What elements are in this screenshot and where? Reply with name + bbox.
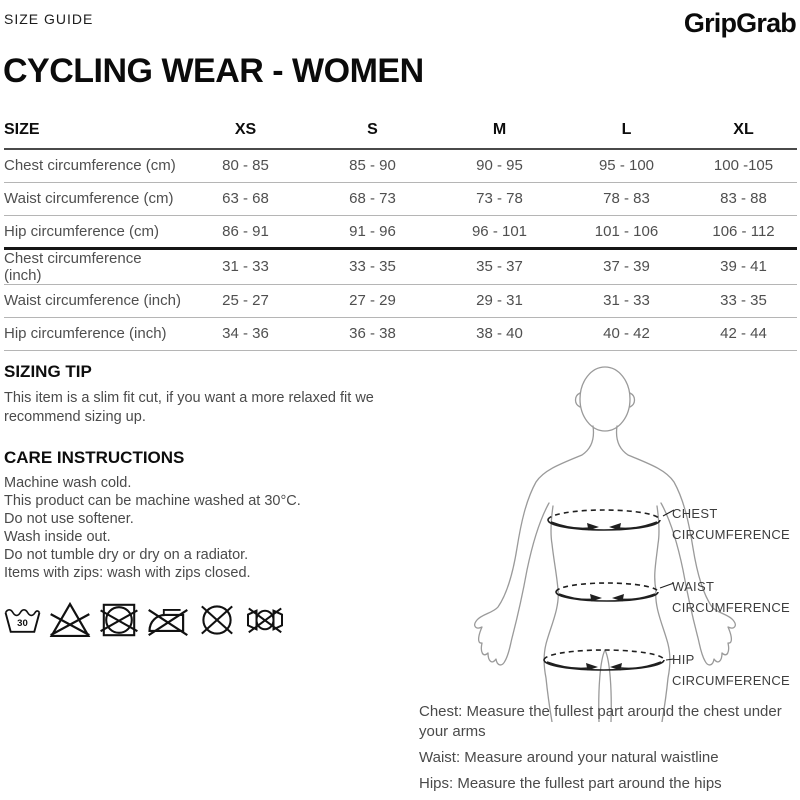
measuring-notes (419, 702, 799, 800)
table-header-row (4, 116, 797, 149)
size-value-cell: 106 - 112 (712, 222, 775, 240)
size-value-cell: 90 - 95 (476, 157, 523, 175)
waist-circumference-label: WAIST CIRCUMFERENCE (672, 579, 791, 615)
size-value-cell: 68 - 73 (349, 190, 396, 207)
do-not-dry-clean-icon (197, 601, 237, 639)
size-value-cell: 39 - 41 (720, 258, 767, 275)
row-label: Chest circumference (inch) (4, 249, 142, 284)
row-label: Waist circumference (inch) (4, 292, 181, 309)
size-value-cell: 38 - 40 (476, 325, 523, 342)
row-label: Chest circumference (cm) (4, 157, 176, 175)
size-value-cell: 96 - 101 (471, 222, 528, 240)
size-value-cell: 42 - 44 (720, 325, 767, 342)
page-label: SIZE GUIDE (4, 11, 94, 27)
care-line: This product can be machine washed at 30°C. (4, 493, 301, 509)
waist-note: Waist: Measure around your natural waistline (419, 749, 719, 766)
chest-circumference-label: CHEST CIRCUMFERENCE (672, 506, 791, 542)
size-table (4, 116, 797, 351)
size-value-cell: 40 - 42 (603, 325, 650, 342)
table-row (4, 284, 797, 317)
table-row (4, 182, 797, 215)
size-value-cell: 85 - 90 (349, 157, 396, 175)
size-value-cell: 31 - 33 (222, 258, 269, 275)
sizing-tip-text: This item is a slim fit cut, if you want a more relaxed fit we recommend sizing up. (4, 390, 374, 425)
column-header-xs: XS (234, 121, 257, 138)
hips-note: Hips: Measure the fullest part around the hips (419, 775, 722, 792)
size-value-cell: 100 -105 (713, 157, 774, 175)
machine-wash-30-icon (4, 606, 41, 634)
size-value-cell: 36 - 38 (349, 325, 396, 342)
brand-logo: GripGrab (683, 8, 796, 38)
care-instructions-heading: CARE INSTRUCTIONS (4, 448, 185, 467)
care-symbols-row (4, 597, 285, 643)
column-header-m: M (492, 121, 507, 138)
chest-note: Chest: Measure the fullest part around the chest under your arms (419, 703, 782, 740)
size-value-cell: 78 - 83 (603, 190, 650, 207)
row-label: Hip circumference (inch) (4, 325, 167, 342)
table-row (4, 215, 797, 248)
size-value-cell: 33 - 35 (349, 258, 396, 275)
size-value-cell: 29 - 31 (476, 292, 523, 309)
page-title: CYCLING WEAR - WOMEN (3, 52, 424, 90)
size-value-cell: 83 - 88 (720, 190, 767, 207)
size-value-cell: 34 - 36 (222, 325, 269, 342)
row-label: Waist circumference (cm) (4, 190, 174, 207)
table-row (4, 317, 797, 350)
care-line: Do not use softener. (4, 511, 134, 527)
size-value-cell: 80 - 85 (222, 157, 269, 175)
size-value-cell: 27 - 29 (349, 292, 396, 309)
care-line: Do not tumble dry or dry on a radiator. (4, 547, 249, 563)
svg-text:30: 30 (17, 617, 28, 629)
size-value-cell: 101 - 106 (594, 222, 659, 240)
hip-circumference-label: HIP CIRCUMFERENCE (672, 652, 791, 688)
size-value-cell: 91 - 96 (349, 222, 396, 240)
size-value-cell: 63 - 68 (222, 190, 269, 207)
care-line: Items with zips: wash with zips closed. (4, 565, 251, 581)
size-value-cell: 35 - 37 (476, 258, 523, 275)
size-value-cell: 86 - 91 (222, 222, 269, 240)
care-line: Wash inside out. (4, 529, 111, 545)
column-header-s: S (367, 121, 378, 138)
do-not-bleach-icon (49, 601, 91, 639)
row-label: Hip circumference (cm) (4, 222, 160, 240)
sizing-tip-heading: SIZING TIP (4, 362, 92, 381)
table-row (4, 149, 797, 182)
care-instructions-list (4, 474, 414, 582)
size-value-cell: 73 - 78 (476, 190, 523, 207)
table-row (4, 248, 797, 284)
top-bar (4, 8, 796, 39)
size-value-cell: 95 - 100 (598, 157, 655, 175)
do-not-iron-icon (147, 601, 189, 639)
do-not-wring-icon (245, 603, 285, 637)
care-line: Machine wash cold. (4, 475, 132, 491)
size-value-cell: 33 - 35 (720, 292, 767, 309)
do-not-tumble-dry-icon (99, 601, 139, 639)
size-value-cell: 25 - 27 (222, 292, 269, 309)
column-header-l: L (621, 121, 632, 138)
column-header-xl: XL (733, 121, 754, 138)
column-header-size: SIZE (4, 121, 40, 138)
size-value-cell: 37 - 39 (603, 258, 650, 275)
size-value-cell: 31 - 33 (603, 292, 650, 309)
